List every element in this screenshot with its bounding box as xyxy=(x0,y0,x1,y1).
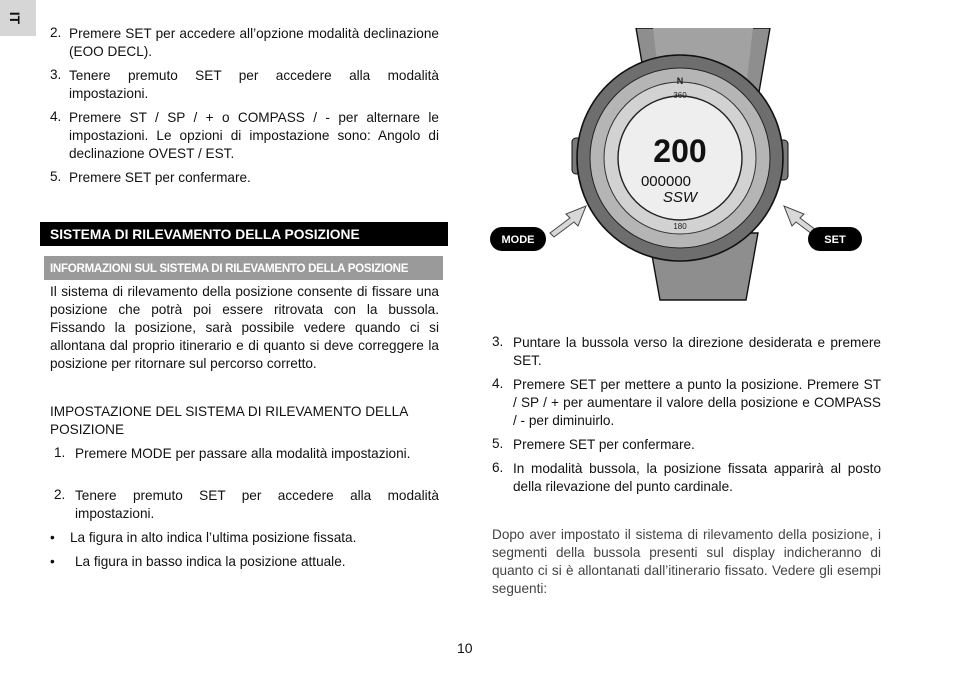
bullet-dot: • xyxy=(50,554,55,569)
step-text: Tenere premuto SET per accedere alla modalità impostazioni. xyxy=(69,68,439,101)
step-number: 3. xyxy=(492,334,504,349)
bezel-180: 180 xyxy=(673,222,687,231)
step-text: Premere SET per accedere all’opzione modalità declinazione (EOO DECL). xyxy=(69,26,439,59)
step-text: Puntare la bussola verso la direzione desiderata e premere SET. xyxy=(513,335,881,368)
step-text: In modalità bussola, la posizione fissata apparirà al posto della rilevazione del punto cardinale. xyxy=(513,461,881,494)
section-title-bar xyxy=(40,222,448,246)
north-mark: N xyxy=(676,76,684,86)
step-number: 4. xyxy=(50,109,62,124)
step-number: 5. xyxy=(50,169,62,184)
mode-arrow xyxy=(550,206,586,237)
bezel-360: 360 xyxy=(673,91,687,100)
step-number: 2. xyxy=(54,487,66,502)
step-text: Tenere premuto SET per accedere alla modalità impostazioni. xyxy=(75,488,439,521)
setup-heading: IMPOSTAZIONE DEL SISTEMA DI RILEVAMENTO DELLA POSIZIONE xyxy=(50,404,408,437)
step-number: 1. xyxy=(54,445,66,460)
step-text: Premere ST / SP / + o COMPASS / - per alternare le impostazioni. Le opzioni di impostazione sono: Angolo di declinazione OVEST / EST. xyxy=(69,110,439,161)
mode-label: MODE xyxy=(501,234,535,246)
bullet-dot: • xyxy=(50,530,55,545)
subsection-title: INFORMAZIONI SUL SISTEMA DI RILEVAMENTO DELLA POSIZIONE xyxy=(50,262,409,275)
step-number: 6. xyxy=(492,460,504,475)
step-text: Premere MODE per passare alla modalità impostazioni. xyxy=(75,446,411,461)
step-number: 4. xyxy=(492,376,504,391)
step-number: 2. xyxy=(50,25,62,40)
sub-digits: 000000 xyxy=(640,173,692,190)
subsection-title-bar xyxy=(44,256,443,280)
bullet-text: La figura in alto indica l’ultima posizione fissata. xyxy=(70,530,357,545)
intro-paragraph: Il sistema di rilevamento della posizione consente di fissare una posizione che potrà poi essere ritrovata con la bussola. Fissando la posizione, sarà possibile vedere quando ci si allontana dal proprio itinerario e di quanto si deve correggere la posizione per ritornare sul percorso corretto. xyxy=(50,284,439,371)
language-tab xyxy=(0,0,36,36)
closing-paragraph: Dopo aver impostato il sistema di rilevamento della posizione, i segmenti della bussola presenti sul display indicheranno di quanto ci si è allontanati dall’itinerario fissato. Vedere gli esempi seguenti: xyxy=(492,527,881,596)
step-text: Premere SET per confermare. xyxy=(69,170,251,185)
direction-readout: SSW xyxy=(662,189,698,206)
watch-illustration xyxy=(488,28,888,303)
step-text: Premere SET per mettere a punto la posizione. Premere ST / SP / + per aumentare il valore della posizione e COMPASS / - per diminuirlo. xyxy=(513,377,881,428)
step-text: Premere SET per confermare. xyxy=(513,437,695,452)
set-label: SET xyxy=(824,234,846,246)
bullet-text: La figura in basso indica la posizione attuale. xyxy=(75,554,346,569)
main-digits: 200 xyxy=(653,133,707,169)
page-number: 10 xyxy=(457,640,473,656)
section-title: SISTEMA DI RILEVAMENTO DELLA POSIZIONE xyxy=(50,227,360,242)
step-number: 3. xyxy=(50,67,62,82)
step-number: 5. xyxy=(492,436,504,451)
language-tab-label: IT xyxy=(7,11,24,25)
